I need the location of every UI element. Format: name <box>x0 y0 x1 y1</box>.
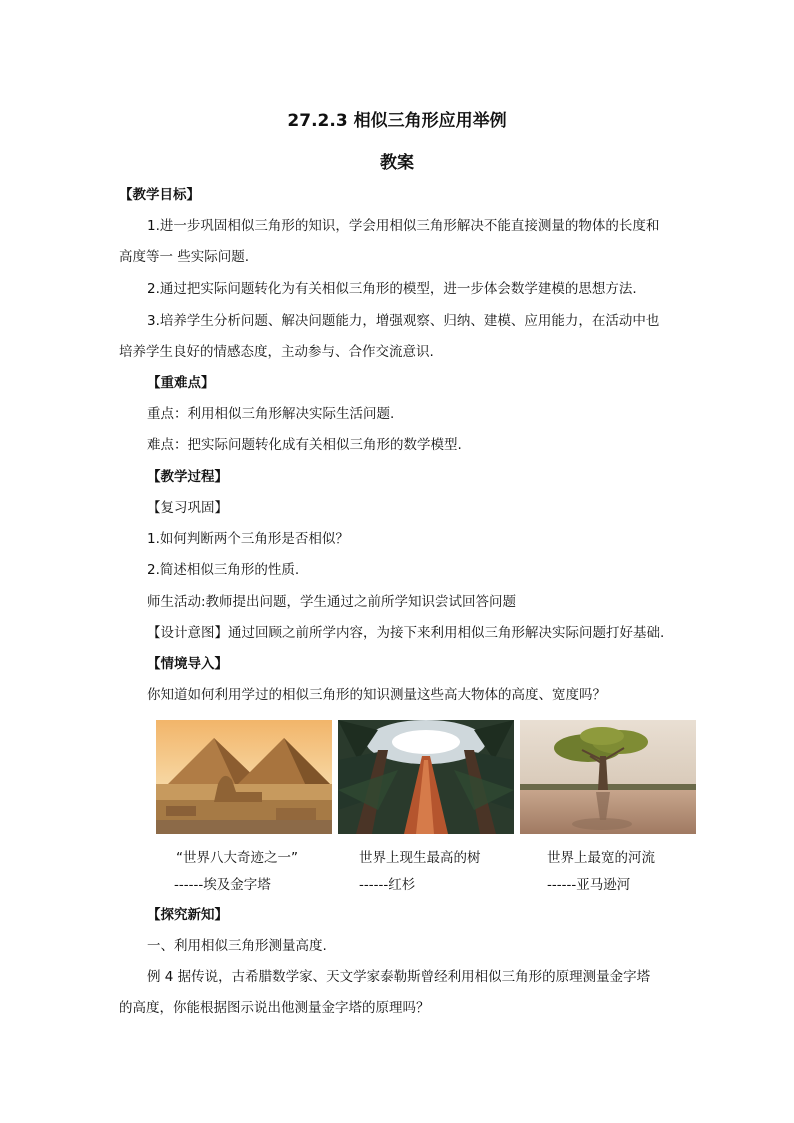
photo-1-caption: “世界八大奇迹之一” <box>176 850 298 866</box>
review-question-1: 1.如何判断两个三角形是否相似？ <box>147 531 349 547</box>
keypoints-heading: 【重难点】 <box>147 375 215 391</box>
review-question-2: 2.简述相似三角形的性质. <box>147 562 300 578</box>
intro-text: 你知道如何利用学过的相似三角形的知识测量这些高大物体的高度、宽度吗？ <box>147 687 606 703</box>
example-4-line-2: 的高度，你能根据图示说出他测量金字塔的原理吗？ <box>119 1000 430 1016</box>
goal-1-line-2: 高度等一 些实际问题. <box>119 249 250 265</box>
goal-3-line-1: 3.培养学生分析问题、解决问题能力，增强观察、归纳、建模、应用能力，在活动中也 <box>147 313 660 329</box>
goal-1-line-1: 1.进一步巩固相似三角形的知识，学会用相似三角形解决不能直接测量的物体的长度和 <box>147 218 660 234</box>
process-heading: 【教学过程】 <box>147 469 228 485</box>
photo-1-subcaption: ------埃及金字塔 <box>174 877 271 893</box>
amazon-photo <box>520 720 696 834</box>
explore-heading: 【探究新知】 <box>147 907 228 923</box>
design-intent: 【设计意图】通过回顾之前所学内容，为接下来利用相似三角形解决实际问题打好基础. <box>147 625 665 641</box>
difficult-point: 难点：把实际问题转化成有关相似三角形的数学模型. <box>147 437 462 453</box>
intro-heading: 【情境导入】 <box>147 656 228 672</box>
goal-2: 2.通过把实际问题转化为有关相似三角形的模型，进一步体会数学建模的思想方法. <box>147 281 637 297</box>
photo-3-caption: 世界上最宽的河流 <box>547 850 655 866</box>
goal-3-line-2: 培养学生良好的情感态度，主动参与、合作交流意识. <box>119 344 434 360</box>
goals-heading: 【教学目标】 <box>119 187 200 203</box>
photo-2-subcaption: ------红杉 <box>359 877 416 893</box>
redwood-photo <box>338 720 514 834</box>
activity-text: 师生活动:教师提出问题，学生通过之前所学知识尝试回答问题 <box>147 594 517 610</box>
page-subtitle: 教案 <box>380 153 414 173</box>
review-heading: 【复习巩固】 <box>147 500 228 516</box>
section-1-title: 一、利用相似三角形测量高度. <box>147 938 327 954</box>
example-4-line-1: 例 4 据传说，古希腊数学家、天文学家泰勒斯曾经利用相似三角形的原理测量金字塔 <box>147 969 651 985</box>
page-title: 27.2.3 相似三角形应用举例 <box>287 111 507 131</box>
photo-2-caption: 世界上现生最高的树 <box>359 850 481 866</box>
pyramid-photo <box>156 720 332 834</box>
key-point: 重点：利用相似三角形解决实际生活问题. <box>147 406 395 422</box>
photo-3-subcaption: ------亚马逊河 <box>547 877 631 893</box>
